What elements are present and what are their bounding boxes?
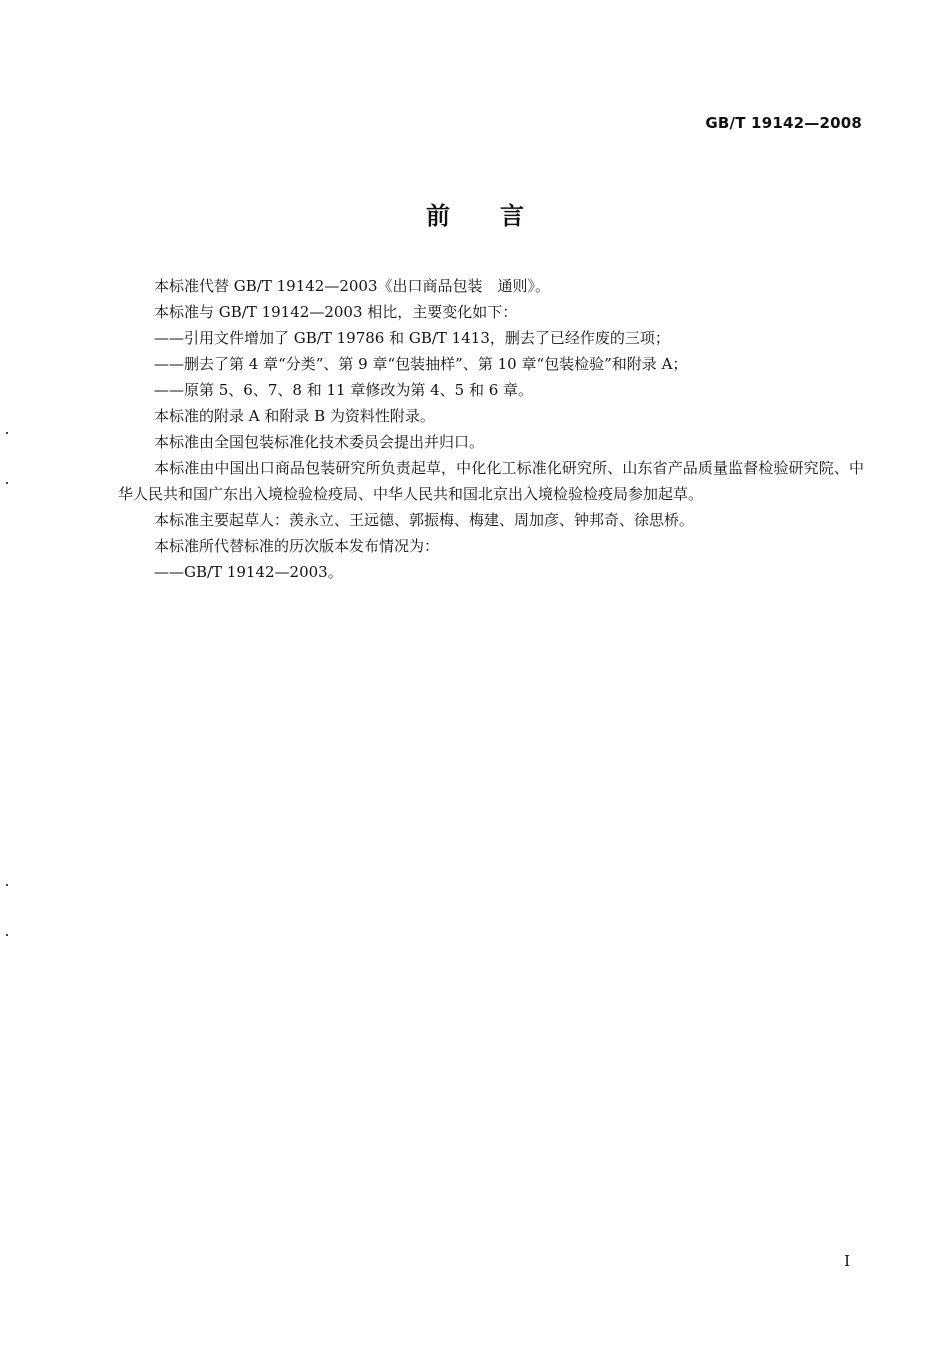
foreword-body [118,273,864,585]
paragraph-drafting-orgs: 本标准由中国出口商品包装研究所负责起草，中化化工标准化研究所、山东省产品质量监督检验研究院、中华人民共和国广东出入境检验检疫局、中华人民共和国北京出入境检验检疫局参加起草。 [118,459,864,503]
page-number: I [844,1252,850,1270]
paragraph-drafters: 本标准主要起草人：羡永立、王远德、郭振梅、梅建、周加彦、钟邦奇、徐思桥。 [154,511,695,529]
paragraph-change-deletions: ——删去了第 4 章“分类”、第 9 章“包装抽样”、第 10 章“包装检验”和附录 A； [154,355,688,373]
paragraph-change-references: ——引用文件增加了 GB/T 19786 和 GB/T 1413，删去了已经作废的三项； [154,329,670,347]
paragraph-history-intro: 本标准所代替标准的历次版本发布情况为： [154,537,440,555]
scan-speck [6,884,8,886]
paragraph-annexes: 本标准的附录 A 和附录 B 为资料性附录。 [154,407,435,425]
scan-speck [6,432,8,434]
paragraph-replaces: 本标准代替 GB/T 19142—2003《出口商品包装 通则》。 [154,277,550,295]
paragraph-change-renumbering: ——原第 5、6、7、8 和 11 章修改为第 4、5 和 6 章。 [154,381,534,399]
paragraph-proposer: 本标准由全国包装标准化技术委员会提出并归口。 [154,433,485,451]
standard-number: GB/T 19142—2008 [705,114,862,132]
scan-speck [6,482,8,484]
scan-speck [6,934,8,936]
paragraph-history-item: ——GB/T 19142—2003。 [154,563,343,581]
page-title: 前言 [426,202,574,230]
paragraph-changes-intro: 本标准与 GB/T 19142—2003 相比，主要变化如下： [154,303,518,321]
